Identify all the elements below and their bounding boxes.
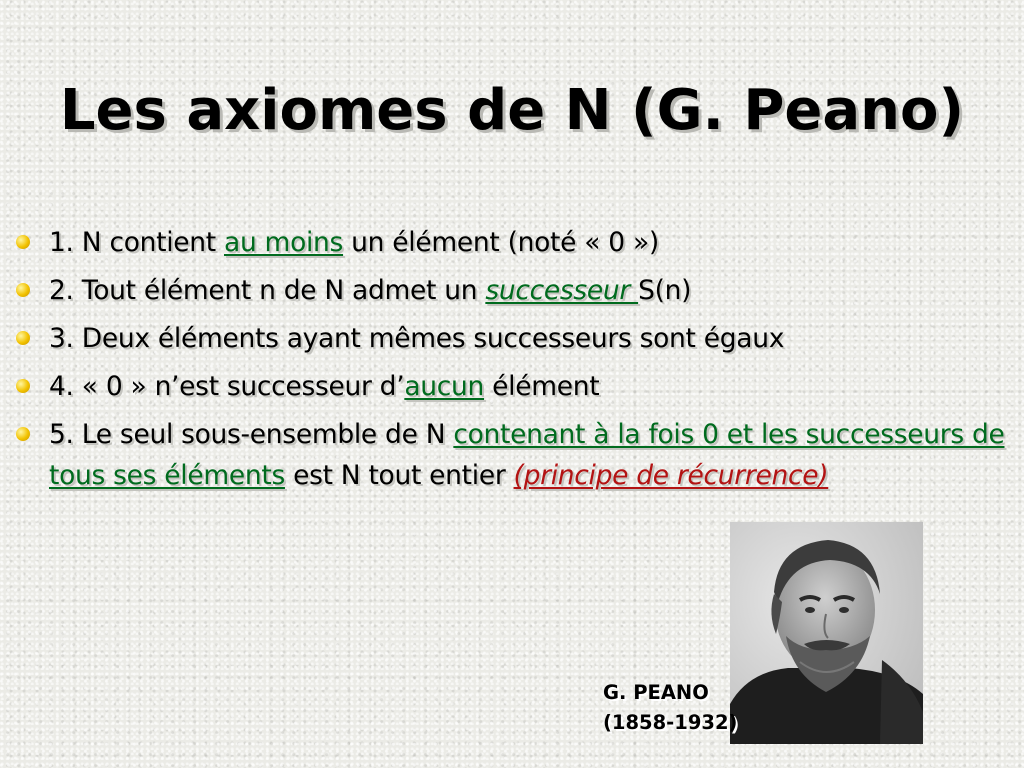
portrait-caption <box>603 678 737 738</box>
portrait-image <box>730 522 923 744</box>
slide-title: Les axiomes de N (G. Peano) <box>59 78 965 143</box>
item-text: élément <box>484 371 600 402</box>
item-text: 5. Le seul sous-ensemble de N <box>49 419 454 450</box>
item-text: est N tout entier <box>284 460 514 491</box>
caption-dates: (1858-1932) <box>603 711 738 734</box>
item-text: un élément (noté « 0 ») <box>343 227 659 258</box>
bullet-dot-icon <box>16 379 30 393</box>
item-text: 4. « 0 » n’est successeur d’ <box>49 371 405 402</box>
caption-name: G. PEANO <box>603 681 709 704</box>
list-item <box>16 270 1011 311</box>
item-text: S(n) <box>638 275 692 306</box>
list-item <box>16 222 1011 263</box>
item-text: 1. N contient <box>49 227 224 258</box>
link-successeur[interactable]: successeur <box>485 275 639 306</box>
link-contenant[interactable]: contenant à la fois 0 et les successeurs de tous ses éléments <box>49 419 1005 491</box>
axiom-list <box>16 222 1011 503</box>
link-au-moins[interactable]: au moins <box>224 227 344 258</box>
list-item <box>16 414 1011 496</box>
item-text: 3. Deux éléments ayant mêmes successeurs sont égaux <box>49 323 785 354</box>
bullet-dot-icon <box>16 427 30 441</box>
link-principe-recurrence[interactable]: (principe de récurrence) <box>513 460 829 491</box>
peano-portrait <box>730 522 923 744</box>
bullet-dot-icon <box>16 331 30 345</box>
bullet-dot-icon <box>16 235 30 249</box>
list-item <box>16 366 1011 407</box>
link-aucun[interactable]: aucun <box>404 371 485 402</box>
item-text: 2. Tout élément n de N admet un <box>49 275 486 306</box>
bullet-dot-icon <box>16 283 30 297</box>
list-item <box>16 318 1011 359</box>
